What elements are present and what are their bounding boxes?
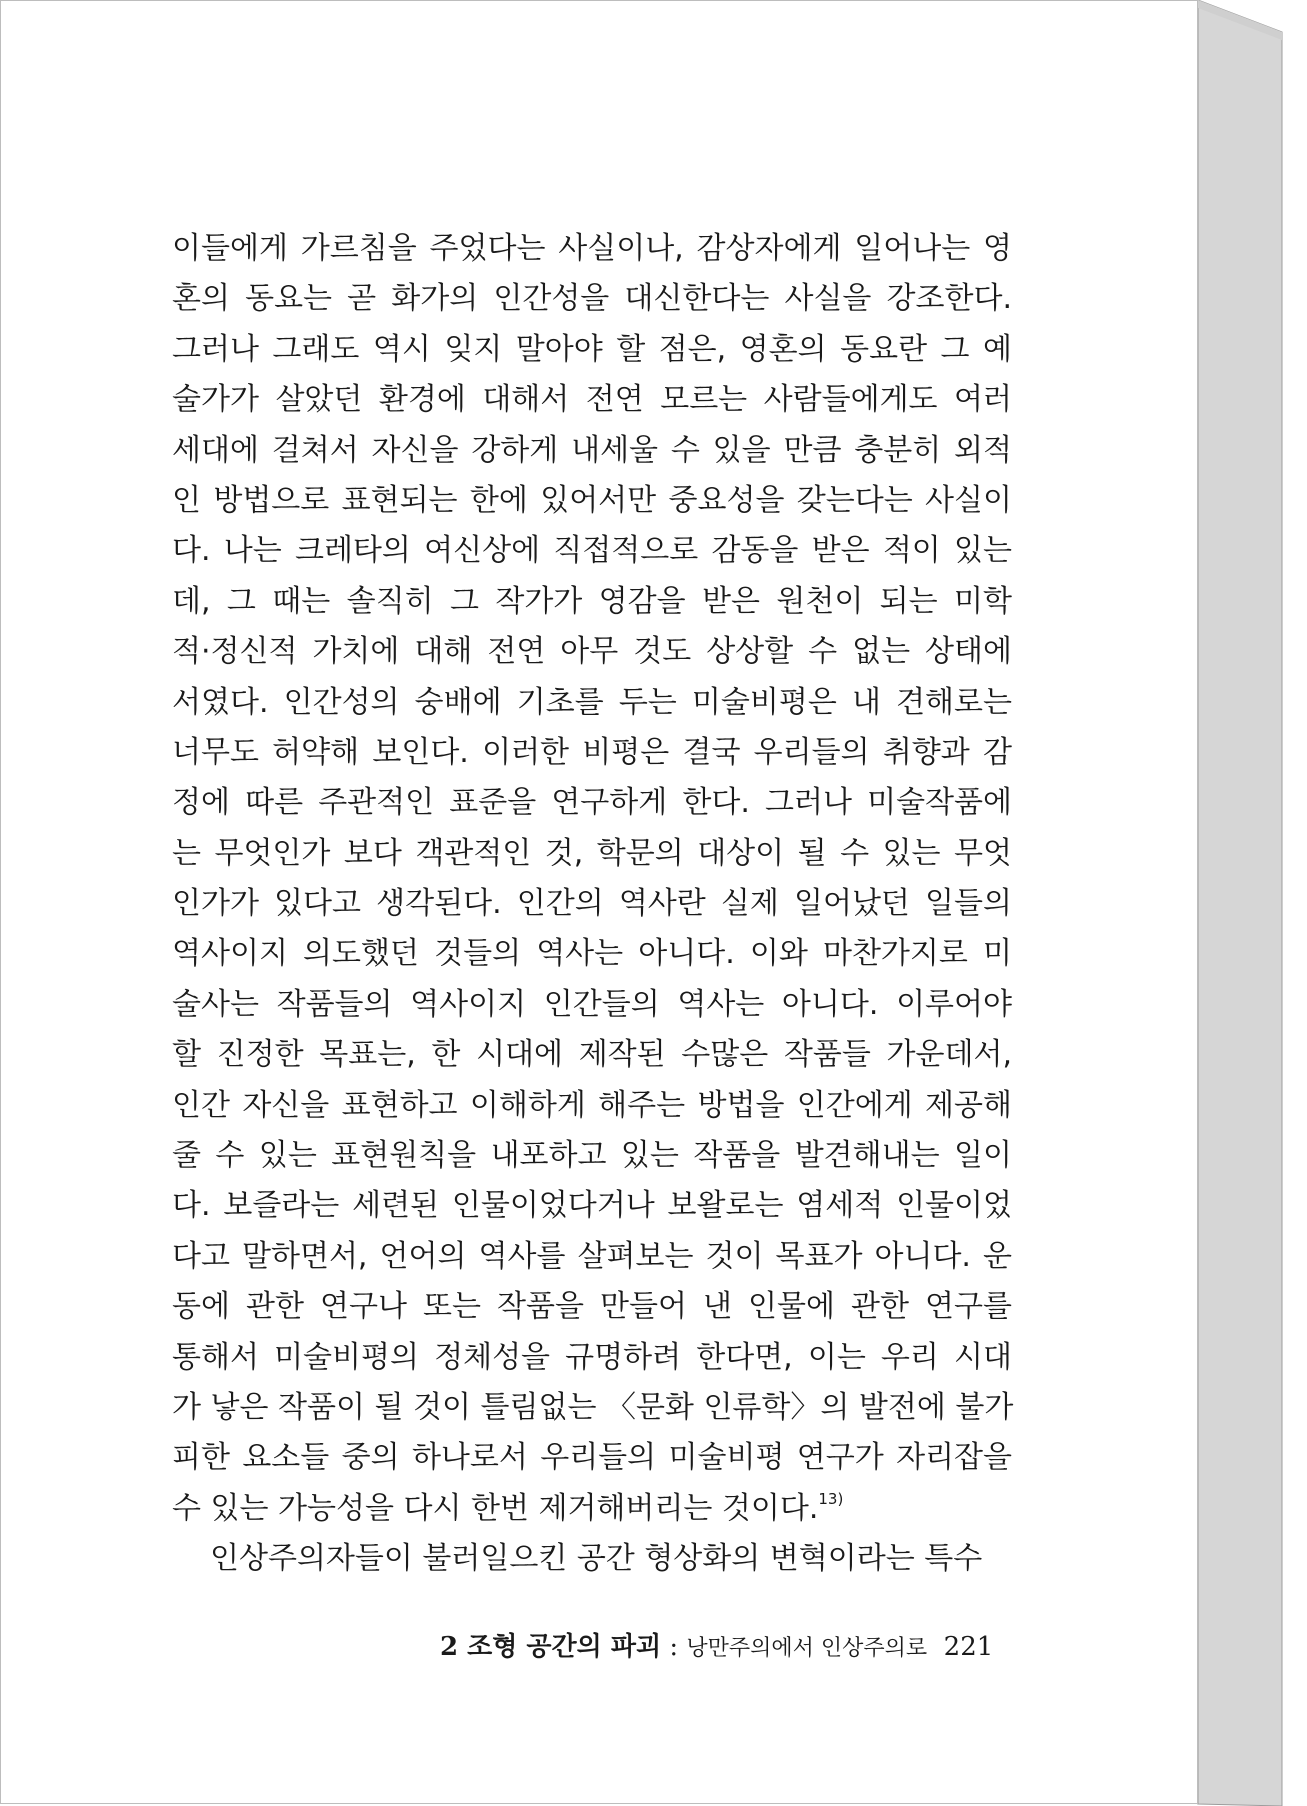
body-text [172, 224, 1012, 1585]
text-line: 세대에 걸쳐서 자신을 강하게 내세울 수 있을 만큼 충분히 외적 [172, 432, 1012, 468]
footnote-reference: 13) [818, 1489, 844, 1508]
chapter-subtitle: 낭만주의에서 인상주의로 [686, 1636, 928, 1661]
text-line: 그러나 그래도 역시 잊지 말아야 할 점은, 영혼의 동요란 그 예 [172, 331, 1012, 367]
chapter-title: 2 조형 공간의 파괴 [440, 1632, 662, 1662]
footer-separator: : [661, 1632, 687, 1662]
text-line: 피한 요소들 중의 하나로서 우리들의 미술비평 연구가 자리잡을 [172, 1440, 1012, 1476]
text-line: 는 무엇인가 보다 객관적인 것, 학문의 대상이 될 수 있는 무엇 [172, 835, 1012, 871]
text-line: 술가가 살았던 환경에 대해서 전연 모르는 사람들에게도 여러 [172, 382, 1012, 418]
text-line: 이들에게 가르침을 주었다는 사실이나, 감상자에게 일어나는 영 [172, 231, 1012, 266]
text-line: 적·정신적 가치에 대해 전연 아무 것도 상상할 수 없는 상태에 [172, 634, 1012, 670]
text-line: 정에 따른 주관적인 표준을 연구하게 한다. 그러나 미술작품에 [172, 785, 1012, 821]
running-footer [440, 1626, 994, 1663]
text-line: 인 방법으로 표현되는 한에 있어서만 중요성을 갖는다는 사실이 [172, 482, 1012, 518]
text-line: 할 진정한 목표는, 한 시대에 제작된 수많은 작품들 가운데서, [172, 1037, 1012, 1073]
paragraph-start-line: 인상주의자들이 불러일으킨 공간 형상화의 변혁이라는 특수 [210, 1541, 983, 1577]
text-line: 동에 관한 연구나 또는 작품을 만들어 낸 인물에 관한 연구를 [172, 1289, 1012, 1325]
text-line: 가 낳은 작품이 될 것이 틀림없는 〈문화 인류학〉의 발전에 불가 [172, 1389, 1014, 1425]
text-line: 다. 보즐라는 세련된 인물이었다거나 보왈로는 염세적 인물이었 [172, 1188, 1012, 1224]
text-line: 너무도 허약해 보인다. 이러한 비평은 결국 우리들의 취향과 감 [172, 734, 1012, 770]
text-line: 다고 말하면서, 언어의 역사를 살펴보는 것이 목표가 아니다. 운 [172, 1238, 1012, 1274]
text-line: 혼의 동요는 곧 화가의 인간성을 대신한다는 사실을 강조한다. [172, 281, 1012, 317]
text-line: 줄 수 있는 표현원칙을 내포하고 있는 작품을 발견해내는 일이 [172, 1138, 1012, 1174]
text-line: 수 있는 가능성을 다시 한번 제거해버리는 것이다.$^{13)}$ [172, 1489, 844, 1526]
page-number: 221 [943, 1632, 994, 1662]
text-line: 인가가 있다고 생각된다. 인간의 역사란 실제 일어났던 일들의 [172, 886, 1012, 922]
text-line: 역사이지 의도했던 것들의 역사는 아니다. 이와 마찬가지로 미 [172, 936, 1012, 972]
text-line: 데, 그 때는 솔직히 그 작가가 영감을 받은 원천이 되는 미학 [172, 583, 1012, 619]
text-line: 통해서 미술비평의 정체성을 규명하려 한다면, 이는 우리 시대 [172, 1339, 1012, 1375]
text-line: 술사는 작품들의 역사이지 인간들의 역사는 아니다. 이루어야 [172, 986, 1012, 1022]
text-line: 인간 자신을 표현하고 이해하게 해주는 방법을 인간에게 제공해 [172, 1087, 1012, 1123]
text-line: 서였다. 인간성의 숭배에 기초를 두는 미술비평은 내 견해로는 [172, 684, 1012, 720]
text-line: 다. 나는 크레타의 여신상에 직접적으로 감동을 받은 적이 있는 [172, 533, 1012, 569]
